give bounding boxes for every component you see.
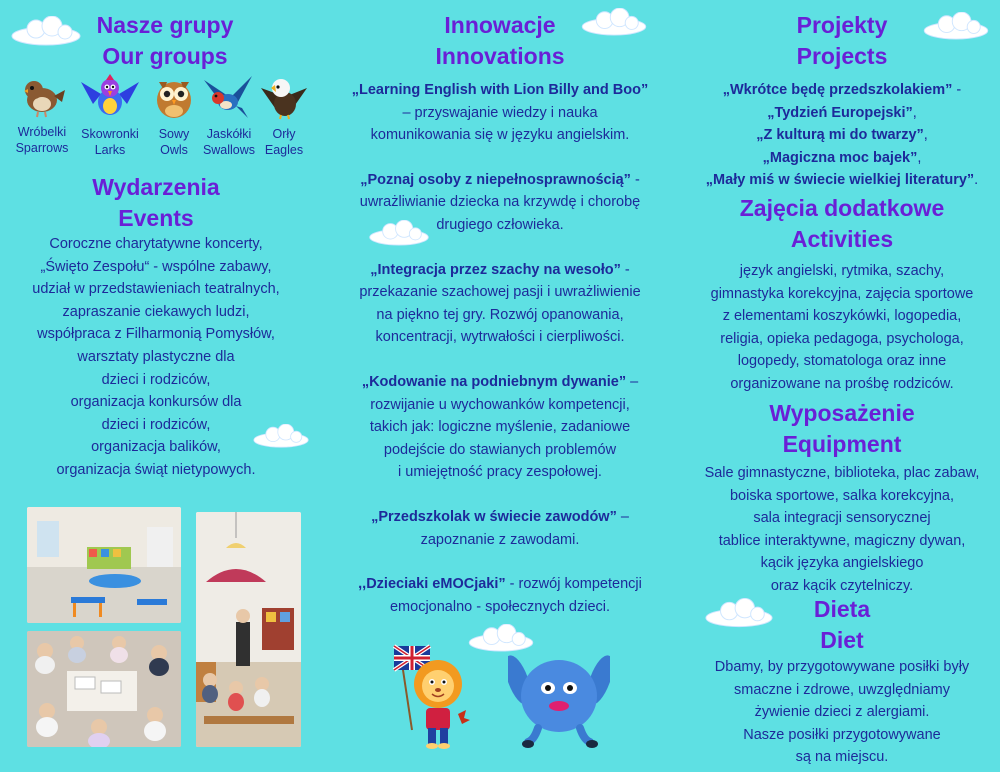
innovation-title: „Kodowanie na podniebnym dywanie” xyxy=(361,373,627,390)
events-line: dzieci i rodziców, xyxy=(101,416,211,433)
groups-title-en: Our groups xyxy=(102,43,228,69)
group-label-pl: Jaskółki xyxy=(206,127,252,141)
project-item xyxy=(672,102,1000,125)
innovation-separator: - rozwój kompetencji xyxy=(505,576,642,593)
innovation-item xyxy=(330,371,670,484)
activities-line: logopedy, stomatologa oraz inne xyxy=(737,353,947,370)
diet-list xyxy=(672,656,1000,769)
eagle-icon xyxy=(259,74,309,120)
diet-title-en: Diet xyxy=(820,627,864,653)
equipment-line: tablice interaktywne, magiczny dywan, xyxy=(718,532,966,549)
innovation-line: przekazanie szachowej pasji i uwrażliwienie xyxy=(359,284,641,301)
equipment-section xyxy=(672,398,1000,598)
classroom-photo xyxy=(27,507,181,623)
innovation-line: rozwijanie u wychowanków kompetencji, xyxy=(370,396,630,413)
innovations-title-pl: Innowacje xyxy=(444,12,556,38)
innovation-title: ,,Dzieciaki eMOCjaki” xyxy=(358,576,506,593)
project-suffix: . xyxy=(974,172,979,189)
projects-list xyxy=(672,79,1000,192)
innovation-title: „Learning English with Lion Billy and Boo” xyxy=(351,82,649,98)
diet-title-pl: Dieta xyxy=(813,596,871,622)
innovation-line: emocjonalno - społecznych dzieci. xyxy=(389,598,611,615)
diet-section xyxy=(672,594,1000,769)
events-line: Coroczne charytatywne koncerty, xyxy=(49,236,263,252)
innovation-line: na piękno tej gry. Rozwój opanowania, xyxy=(376,306,624,323)
events-line: współpraca z Filharmonią Pomysłów, xyxy=(37,326,275,343)
group-label-pl: Skowronki xyxy=(81,127,139,141)
equipment-title-pl: Wyposażenie xyxy=(769,400,915,426)
group-label-pl: Wróbelki xyxy=(17,125,67,139)
innovation-separator: - xyxy=(630,171,640,188)
group-label-en: Swallows xyxy=(202,143,256,157)
activities-title-en: Activities xyxy=(790,226,894,252)
activities-line: język angielski, rytmika, szachy, xyxy=(739,263,945,279)
project-item xyxy=(672,169,1000,192)
innovation-item xyxy=(330,79,670,147)
project-suffix: , xyxy=(923,127,928,144)
project-item xyxy=(672,79,1000,102)
equipment-line: kącik języka angielskiego xyxy=(760,555,924,572)
innovation-item xyxy=(330,169,670,237)
groups-title-pl: Nasze grupy xyxy=(96,12,234,38)
innovation-line: drugiego człowieka. xyxy=(436,216,564,233)
sparrow-icon xyxy=(18,74,66,118)
activities-line: organizowane na prośbę rodziców. xyxy=(730,375,954,392)
project-suffix: - xyxy=(952,82,962,98)
activities-line: religia, opieka pedagoga, psychologa, xyxy=(720,330,964,347)
projects-section xyxy=(672,10,1000,192)
activities-title-pl: Zajęcia dodatkowe xyxy=(739,195,945,221)
group-label-en: Owls xyxy=(160,143,188,157)
diet-line: Dbamy, by przygotowywane posiłki były xyxy=(714,659,970,675)
project-title: „Mały miś w świecie wielkiej literatury” xyxy=(705,172,975,189)
project-title: „Wkrótce będę przedszkolakiem” xyxy=(722,82,953,98)
group-label-pl: Sowy xyxy=(158,127,190,141)
boo-mascot-icon xyxy=(508,650,610,750)
project-title: „Magiczna moc bajek” xyxy=(762,149,918,166)
events-line: organizacja konkursów dla xyxy=(70,394,242,411)
innovation-line: uwrażliwianie dziecka na krzywdę i chorobę xyxy=(359,194,641,211)
events-section xyxy=(0,172,312,482)
innovation-line: takich jak: logiczne myślenie, zadaniowe xyxy=(369,419,631,436)
innovation-line: koncentracji, wytrwałości i cierpliwości. xyxy=(375,329,625,346)
projects-title-en: Projects xyxy=(796,43,888,69)
diet-line: Nasze posiłki przygotowywane xyxy=(743,726,941,743)
swallow-icon xyxy=(202,74,256,120)
project-item xyxy=(672,147,1000,170)
activities-section xyxy=(672,193,1000,396)
diet-line: są na miejscu. xyxy=(795,749,889,766)
group-label-pl: Orły xyxy=(272,127,296,141)
group-item-eagles xyxy=(252,74,316,158)
innovation-title: „Przedszkolak w świecie zawodów” xyxy=(371,508,617,525)
innovation-title: „Integracja przez szachy na wesoło” xyxy=(370,261,621,278)
group-item-larks xyxy=(78,74,142,158)
diet-line: żywienie dzieci z alergiami. xyxy=(754,704,930,721)
innovation-separator: - xyxy=(620,261,630,278)
project-title: „Tydzień Europejski” xyxy=(767,104,913,121)
events-title-pl: Wydarzenia xyxy=(92,174,220,200)
events-line: organizacja balików, xyxy=(91,439,221,456)
innovation-line: podejście do stawianych problemów xyxy=(383,441,617,458)
reading-corner-photo xyxy=(196,512,301,747)
innovation-separator: – xyxy=(616,508,629,525)
equipment-title-en: Equipment xyxy=(782,431,902,457)
events-line: udział w przedstawieniach teatralnych, xyxy=(32,281,280,298)
innovation-item xyxy=(330,506,670,551)
diet-line: smaczne i zdrowe, uwzględniamy xyxy=(734,681,950,698)
events-line: dzieci i rodziców, xyxy=(101,371,211,388)
innovation-title: „Poznaj osoby z niepełnosprawnością” xyxy=(360,171,631,188)
innovation-line: i umiejętność pracy zespołowej. xyxy=(398,464,602,481)
group-label-en: Eagles xyxy=(264,143,304,157)
group-item-sparrows xyxy=(10,74,74,156)
projects-title-pl: Projekty xyxy=(796,12,888,38)
equipment-line: Sale gimnastyczne, biblioteka, plac zabaw, xyxy=(704,465,980,481)
activities-list xyxy=(672,260,1000,396)
events-line: „Święto Zespołu“ - wspólne zabawy, xyxy=(40,258,272,275)
project-suffix: , xyxy=(917,149,922,166)
equipment-list xyxy=(672,462,1000,598)
equipment-line: oraz kącik czytelniczy. xyxy=(770,577,914,594)
events-title-en: Events xyxy=(118,205,194,231)
events-line: zapraszanie ciekawych ludzi, xyxy=(62,303,250,320)
activities-line: gimnastyka korekcyjna, zajęcia sportowe xyxy=(710,285,974,302)
innovation-item xyxy=(330,259,670,349)
project-item xyxy=(672,124,1000,147)
group-label-en: Larks xyxy=(94,143,126,157)
equipment-line: boiska sportowe, salka korekcyjna, xyxy=(729,487,955,504)
innovation-item xyxy=(330,573,670,618)
project-title: „Z kulturą mi do twarzy” xyxy=(756,127,924,144)
lark-icon xyxy=(79,74,141,120)
innovation-separator: – xyxy=(626,373,639,390)
group-label-en: Sparrows xyxy=(15,141,69,155)
equipment-line: sala integracji sensorycznej xyxy=(753,510,931,527)
events-line: organizacja świąt nietypowych. xyxy=(56,461,256,478)
lion-billy-mascot-icon xyxy=(388,640,480,752)
events-line: warsztaty plastyczne dla xyxy=(77,348,235,365)
innovations-title-en: Innovations xyxy=(435,43,565,69)
owl-icon xyxy=(154,74,194,120)
activities-line: z elementami koszykówki, logopedia, xyxy=(722,308,962,325)
events-list xyxy=(0,233,312,482)
kids-circle-photo xyxy=(27,631,181,747)
project-suffix: , xyxy=(912,104,917,121)
innovation-line: zapoznanie z zawodami. xyxy=(420,531,580,548)
innovations-section xyxy=(330,10,670,618)
innovation-line: – przyswajanie wiedzy i nauka xyxy=(402,104,598,121)
innovation-line: komunikowania się w języku angielskim. xyxy=(370,127,630,144)
